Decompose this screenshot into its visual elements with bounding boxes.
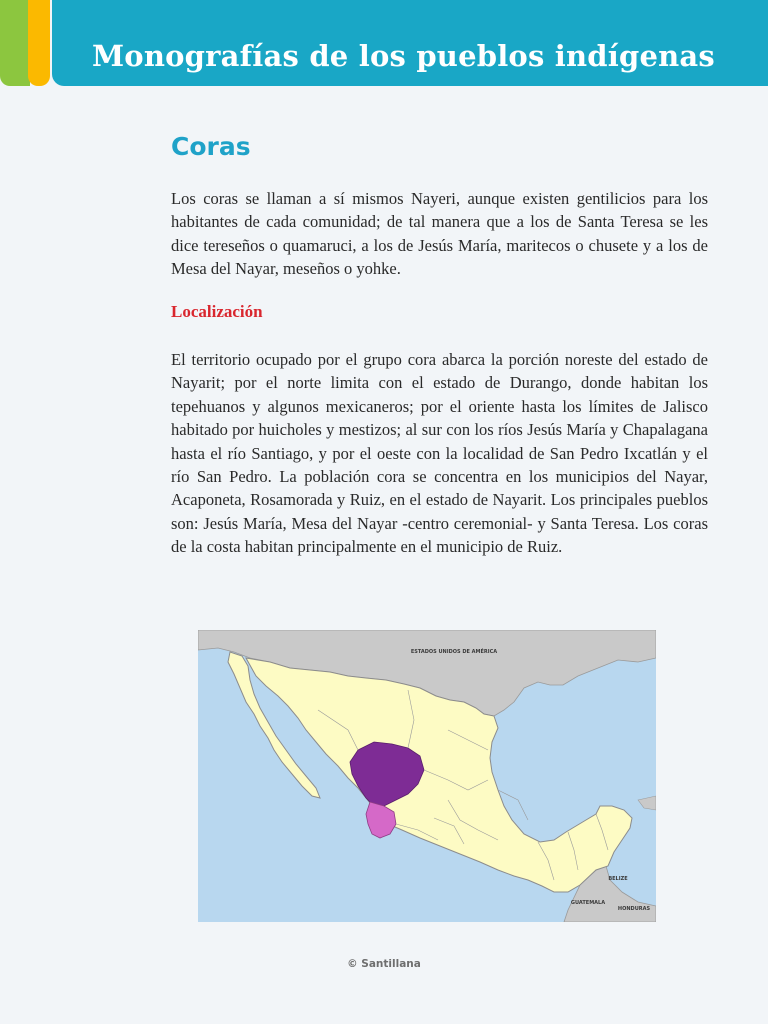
section-title: Coras [171, 132, 251, 161]
usa-label: ESTADOS UNIDOS DE AMÉRICA [410, 649, 498, 655]
header-banner [0, 0, 768, 88]
yellow-tab-decoration [28, 0, 50, 86]
honduras-label: HONDURAS [617, 906, 651, 912]
location-subheading: Localización [171, 302, 263, 321]
intro-paragraph: Los coras se llaman a sí mismos Nayeri, aunque existen gentilicios para los habitantes de cada comunidad; de tal manera que a los de Santa Teresa se les dice tereseños o quamaruci, a los de Jesús María, maritecos o chusete y a los de Mesa del Nayar, meseños o yohke. [171, 189, 708, 279]
mexico-map [198, 630, 656, 922]
cuba-landmass [638, 796, 656, 810]
green-tab-decoration [0, 0, 30, 86]
mexico-map-svg [198, 630, 656, 922]
guatemala-label: GUATEMALA [570, 900, 606, 906]
copyright-footer: © Santillana [347, 958, 421, 970]
location-paragraph: El territorio ocupado por el grupo cora abarca la porción noreste del estado de Nayarit; por el norte limita con el estado de Durango, donde habitan los tepehuanos y algunos mexicaneros; por el oriente hasta los límites de Jalisco habitado por huicholes y mestizos; al sur con los ríos Jesús María y Chapalagana hasta el río Santiago, y por el oeste con la localidad de San Pedro Ixcatlán y el río San Pedro. La población cora se concentra en los municipios del Nayar, Acaponeta, Rosamorada y Ruiz, en el estado de Nayarit. Los principales pueblos son: Jesús María, Mesa del Nayar -centro ceremonial- y Santa Teresa. Los coras de la costa habitan principalmente en el municipio de Ruiz. [171, 350, 708, 557]
header-title: Monografías de los pueblos indígenas [92, 39, 715, 73]
belize-label: BELIZE [608, 876, 628, 882]
